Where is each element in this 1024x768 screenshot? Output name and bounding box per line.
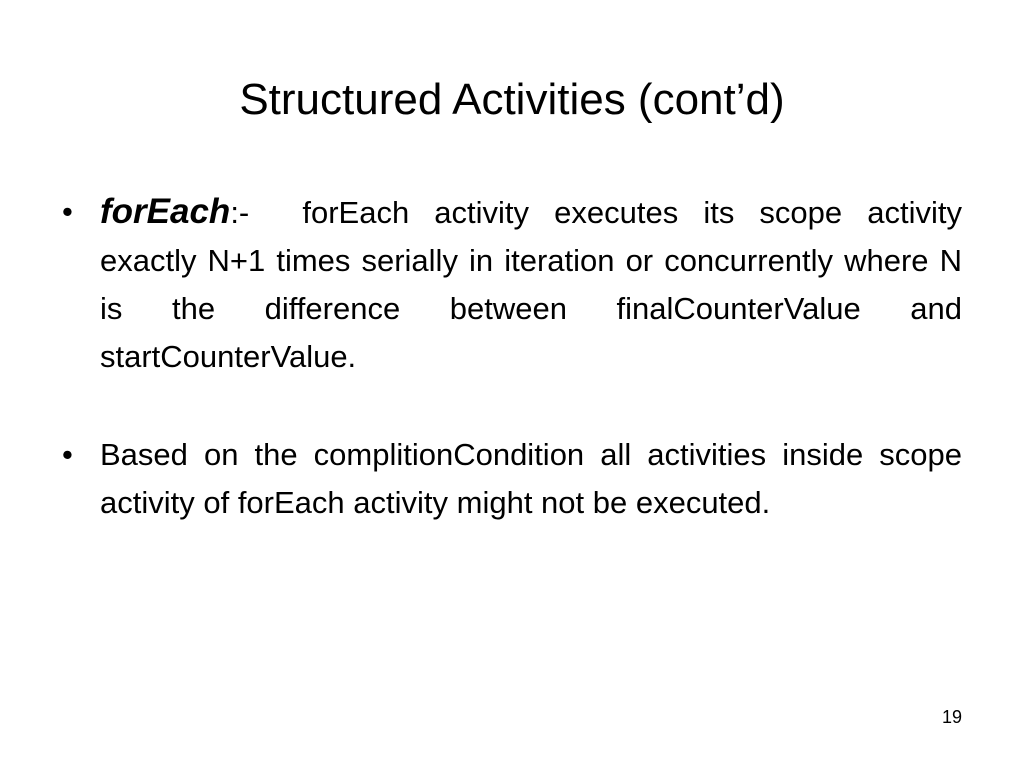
- bullet-list: [62, 188, 962, 527]
- bullet-item-completion-condition: [62, 431, 962, 527]
- page-number: 19: [941, 707, 962, 727]
- slide-title: Structured Activities (cont’d): [239, 75, 785, 124]
- bullet-term-separator: :-: [230, 195, 250, 230]
- bullet-text: forEach activity executes its scope activity exactly N+1 times serially in iteration or concurrently where N is the difference between finalCounterValue and startCounterValue.: [100, 195, 962, 374]
- bullet-dot-icon: •: [62, 194, 73, 229]
- bullet-item-foreach: [62, 188, 962, 381]
- bullet-term: forEach: [100, 192, 231, 231]
- bullet-text: Based on the complitionCondition all activities inside scope activity of forEach activity might not be executed.: [100, 437, 962, 520]
- bullet-dot-icon: •: [62, 437, 73, 472]
